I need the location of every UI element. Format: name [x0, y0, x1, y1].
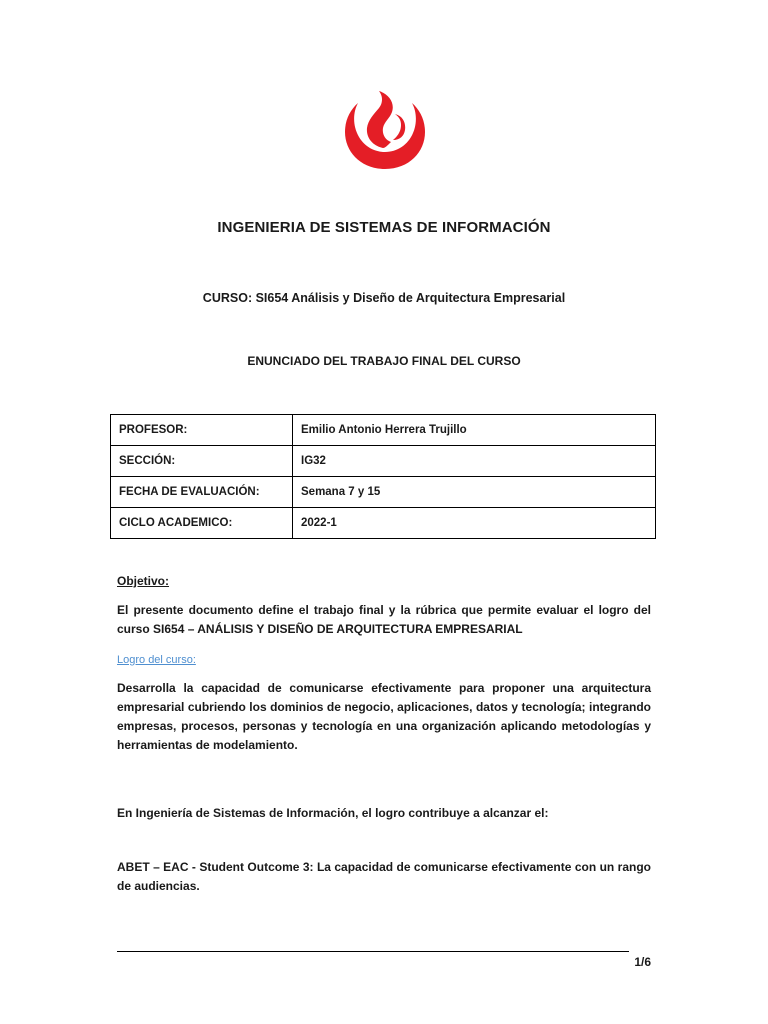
table-value: Semana 7 y 15: [293, 477, 656, 508]
table-row: [111, 446, 656, 477]
assignment-title: ENUNCIADO DEL TRABAJO FINAL DEL CURSO: [247, 354, 521, 368]
info-table: [110, 414, 656, 539]
abet-label: ABET – EAC - Student Outcome 3:: [117, 860, 314, 874]
table-value: 2022-1: [293, 508, 656, 539]
course-achievement-text: Desarrolla la capacidad de comunicarse efectivamente para proponer una arquitectura empresarial cubriendo los dominios de negocio, aplicaciones, datos y tecnología; integrando empresas, procesos, personas y tecnología en una organización aplicando metodologías y herramientas de modelamiento.: [117, 681, 651, 752]
objective-text: El presente documento define el trabajo final y la rúbrica que permite evaluar el logro del curso SI654 – ANÁLISIS Y DISEÑO DE ARQUITECTURA EMPRESARIAL: [117, 603, 651, 636]
table-row: [111, 508, 656, 539]
table-label: CICLO ACADEMICO:: [111, 508, 293, 539]
university-logo-icon: [343, 90, 427, 170]
abet-text: La capacidad de comunicarse efectivamente con un rango de audiencias.: [117, 860, 651, 893]
course-name: CURSO: SI654 Análisis y Diseño de Arquitectura Empresarial: [202, 291, 566, 305]
table-value: IG32: [293, 446, 656, 477]
table-value: Emilio Antonio Herrera Trujillo: [293, 415, 656, 446]
abet-outcome: [117, 858, 651, 896]
course-achievement-heading: Logro del curso:: [117, 654, 196, 666]
table-label: PROFESOR:: [111, 415, 293, 446]
footer-divider: [117, 951, 629, 952]
objective-heading: Objetivo:: [117, 574, 170, 588]
table-row: [111, 477, 656, 508]
document-title: INGENIERIA DE SISTEMAS DE INFORMACIÓN: [217, 219, 551, 236]
contribution-text: En Ingeniería de Sistemas de Información, el logro contribuye a alcanzar el:: [117, 806, 549, 820]
table-label: SECCIÓN:: [111, 446, 293, 477]
table-label: FECHA DE EVALUACIÓN:: [111, 477, 293, 508]
page-number: 1/6: [634, 955, 651, 969]
table-row: [111, 415, 656, 446]
